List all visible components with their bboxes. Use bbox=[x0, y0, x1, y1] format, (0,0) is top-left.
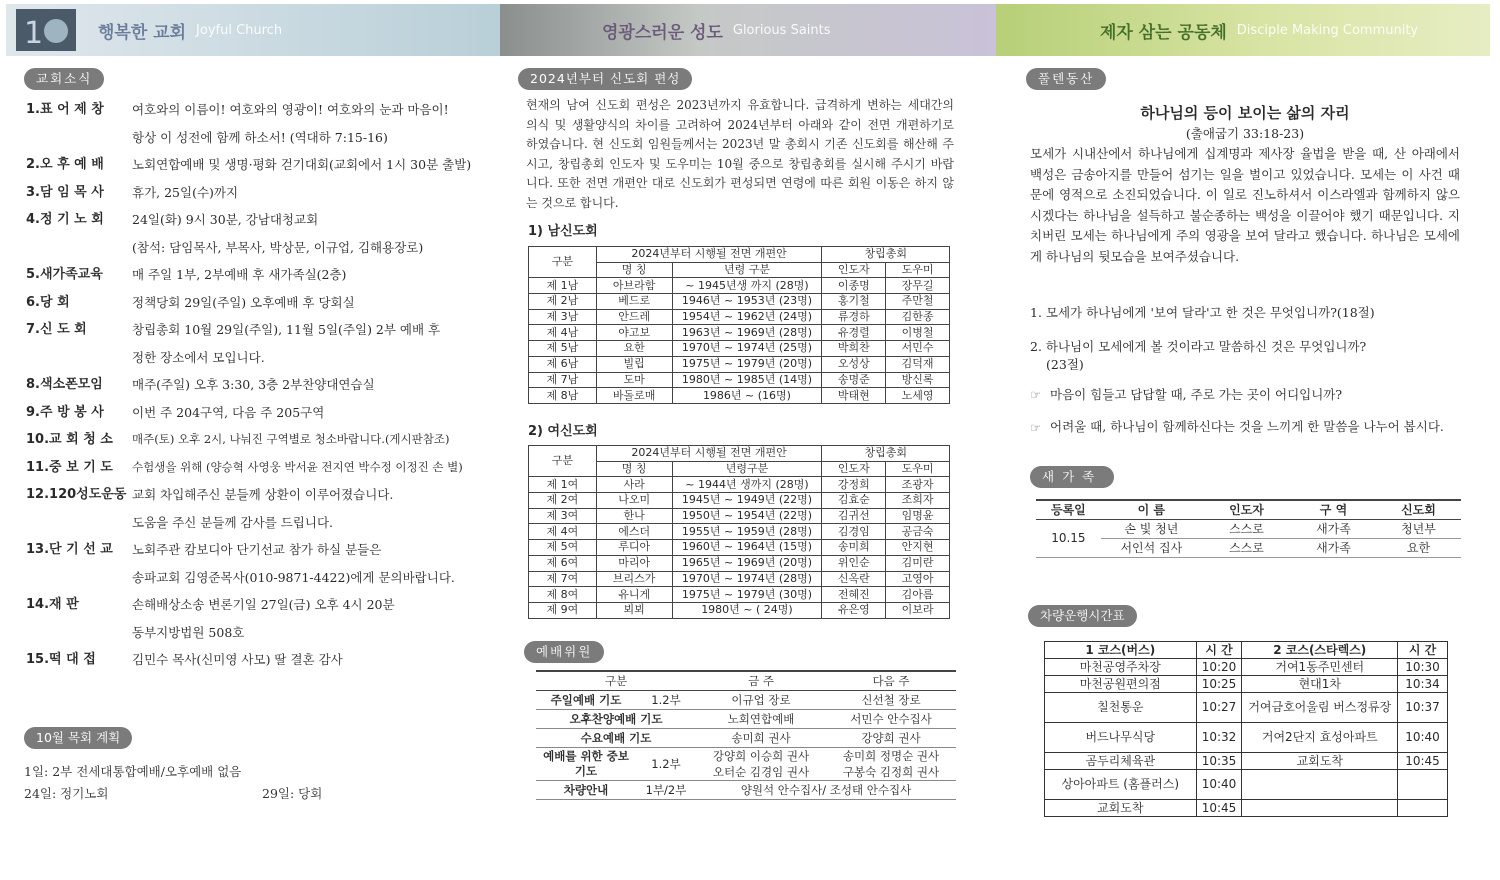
group-age-range: 1975년 ~ 1979년 (30명) bbox=[672, 587, 822, 603]
group-id: 제 4여 bbox=[529, 524, 597, 540]
group-helper: 방신록 bbox=[886, 372, 950, 388]
bus-time-1: 10:20 bbox=[1196, 659, 1242, 676]
news-item-label: 12.120성도운동 bbox=[26, 487, 127, 502]
group-name: 안드레 bbox=[596, 309, 672, 325]
group-id: 제 6남 bbox=[529, 356, 597, 372]
news-item bbox=[26, 371, 481, 399]
news-item bbox=[26, 426, 481, 454]
group-leader: 강정희 bbox=[822, 477, 886, 493]
family-name: 서인석 집사 bbox=[1101, 538, 1202, 557]
group-leader: 김귀선 bbox=[822, 508, 886, 524]
bus-time-2: 10:45 bbox=[1398, 753, 1448, 770]
group-name: 요한 bbox=[596, 341, 672, 357]
october-line-2a: 24일: 정기노회 bbox=[24, 786, 109, 801]
group-id: 제 8남 bbox=[529, 388, 597, 404]
worship-row-label: 오후찬양예배 기도 bbox=[536, 709, 696, 728]
banner-joyful bbox=[6, 4, 500, 56]
reorg-paragraph: 현재의 남여 신도회 편성은 2023년까지 유효합니다. 급격하게 변하는 세대간의 의식 및 생활양식의 차이를 고려하여 2024년부터 아래와 같이 전면 개편하기로 하였습니다. 현 신도회 임원들께서는 2023년 말 총회시 기존 신도회를 해산해 주시고, 창립총회 인도자 및 도우미는 10월 중으로 창립총회를 실시해 주시기 바랍니다. 또한 전면 개편안 대로 신도회가 편성되면 연령에 따른 회원 이동은 하지 않는 것으로 합니다. bbox=[526, 98, 954, 210]
th-leader: 인도자 bbox=[822, 461, 886, 477]
bus-time-2: 10:40 bbox=[1398, 723, 1448, 753]
news-item-label: 1.표 어 제 창 bbox=[26, 102, 104, 117]
group-id: 제 2남 bbox=[529, 294, 597, 310]
pointer-icon: ☞ bbox=[1030, 387, 1042, 402]
section-pill-worship: 예배위원 bbox=[524, 641, 604, 663]
family-table bbox=[1036, 499, 1461, 558]
church-logo-icon bbox=[16, 9, 76, 51]
group-id: 제 5여 bbox=[529, 540, 597, 556]
news-item-label: 7.신 도 회 bbox=[26, 322, 87, 337]
news-item-text: 24일(화) 9시 30분, 강남대청교회 bbox=[132, 212, 319, 227]
news-item-continuation: 동부지방법원 508호 bbox=[132, 624, 245, 640]
group-leader: 박희찬 bbox=[822, 341, 886, 357]
news-item-text: 수험생을 위해 (양승혁 사영웅 박서윤 전지연 박수정 이정진 손 별) bbox=[132, 459, 463, 474]
news-item-text: 노회연합예배 및 생명·평화 걷기대회(교회에서 1시 30분 출발) bbox=[132, 157, 472, 172]
news-item-text: 교회 차입해주신 분들께 상환이 이루어졌습니다. bbox=[132, 487, 394, 502]
group-name: 아브라함 bbox=[596, 278, 672, 294]
section-pill-bus: 차량운행시간표 bbox=[1028, 605, 1137, 627]
group-age-range: 1945년 ~ 1949년 (22명) bbox=[672, 493, 822, 509]
news-item-text: 매주(토) 오후 2시, 나눠진 구역별로 청소바랍니다.(게시판참조) bbox=[132, 432, 450, 446]
group-age-range: 1954년 ~ 1962년 (24명) bbox=[672, 309, 822, 325]
bus-hdr-time1: 시 간 bbox=[1196, 642, 1242, 659]
group-row bbox=[529, 508, 950, 524]
group-helper: 조희자 bbox=[886, 493, 950, 509]
th-gubun: 구분 bbox=[529, 446, 597, 477]
group-helper: 김아름 bbox=[886, 587, 950, 603]
news-item-text: 노회주관 캄보디아 단기선교 참가 하실 분들은 bbox=[132, 542, 382, 557]
family-date: 10.15 bbox=[1036, 519, 1101, 557]
news-item-text: 김민수 목사(신미영 사모) 딸 결혼 감사 bbox=[132, 652, 343, 667]
group-age-range: 1975년 ~ 1979년 (20명) bbox=[672, 356, 822, 372]
group-row bbox=[529, 540, 950, 556]
qt-title: 하나님의 등이 보이는 삶의 자리 bbox=[1140, 104, 1350, 122]
group-id: 제 1남 bbox=[529, 278, 597, 294]
banner-subtitle: Disciple Making Community bbox=[1236, 22, 1419, 38]
worship-row-label: 주일예배 기도 bbox=[536, 690, 636, 709]
news-item-text: 정책당회 29일(주일) 오후예배 후 당회실 bbox=[132, 294, 355, 310]
family-group: 요한 bbox=[1376, 538, 1461, 557]
group-id: 제 7여 bbox=[529, 571, 597, 587]
bus-time-1: 10:27 bbox=[1196, 693, 1242, 723]
vehicle-guide-text: 양원석 안수집사/ 조성태 안수집사 bbox=[696, 780, 956, 799]
group-id: 제 8여 bbox=[529, 587, 597, 603]
group-helper: 주만철 bbox=[886, 294, 950, 310]
group-age-range: 1970년 ~ 1974년 (28명) bbox=[672, 571, 822, 587]
bus-time-1: 10:35 bbox=[1196, 753, 1242, 770]
family-hdr-date: 등록일 bbox=[1036, 500, 1101, 519]
group-helper: 이보라 bbox=[886, 602, 950, 618]
bus-row bbox=[1045, 753, 1448, 770]
group-leader: 송명준 bbox=[822, 372, 886, 388]
group-age-range: 1965년 ~ 1969년 (20명) bbox=[672, 555, 822, 571]
svg-text:1: 1 bbox=[24, 16, 44, 51]
women-table bbox=[528, 445, 950, 619]
bus-stop-2: 교회도착 bbox=[1242, 753, 1398, 770]
th-plan: 2024년부터 시행될 전면 개편안 bbox=[596, 446, 822, 462]
bus-stop-1: 버드나무식당 bbox=[1045, 723, 1197, 753]
news-item bbox=[26, 316, 481, 344]
worship-row-next: 강양희 권사 bbox=[826, 728, 956, 747]
intercession-label: 예배를 위한 중보기도 bbox=[536, 747, 636, 780]
news-item-label: 9.주 방 봉 사 bbox=[26, 404, 104, 420]
group-id: 제 5남 bbox=[529, 341, 597, 357]
news-item-text: 이번 주 204구역, 다음 주 205구역 bbox=[132, 404, 325, 420]
news-item-text: 휴가, 25일(수)까지 bbox=[132, 184, 239, 200]
group-helper: 안지현 bbox=[886, 540, 950, 556]
family-district: 새가족 bbox=[1291, 519, 1376, 538]
bus-hdr-course1: 1 코스(버스) bbox=[1045, 642, 1197, 659]
group-row bbox=[529, 477, 950, 493]
news-item-continuation: 도움을 주신 분들께 감사를 드립니다. bbox=[132, 514, 333, 530]
news-list bbox=[26, 96, 481, 674]
bus-stop-2: 거여금호어울림 버스정류장 bbox=[1242, 693, 1398, 723]
group-age-range: 1980년 ~ 1985년 (14명) bbox=[672, 372, 822, 388]
news-item bbox=[26, 179, 481, 207]
qt-reflection-2: ☞ 어려울 때, 하나님이 함께하신다는 것을 느끼게 한 말씀을 나누어 봅시다. bbox=[1030, 419, 1444, 435]
group-helper: 이병철 bbox=[886, 325, 950, 341]
news-item-label: 3.담 임 목 사 bbox=[26, 184, 104, 200]
worship-row-this: 이규업 장로 bbox=[696, 690, 826, 709]
news-item-text: 여호와의 이름이! 여호와의 영광이! 여호와의 눈과 마음이! bbox=[132, 102, 449, 117]
group-helper: 노세영 bbox=[886, 388, 950, 404]
qt-question-1: 1. 모세가 하나님에게 '보여 달라'고 한 것은 무엇입니까?(18절) bbox=[1030, 305, 1375, 320]
group-leader: 김경임 bbox=[822, 524, 886, 540]
group-leader: 류경하 bbox=[822, 309, 886, 325]
news-item-continuation: 송파교회 김영준목사(010-9871-4422)에게 문의바랍니다. bbox=[132, 569, 455, 585]
group-age-range: 1980년 ~ ( 24명) bbox=[672, 602, 822, 618]
banner-subtitle: Glorious Saints bbox=[732, 22, 831, 38]
group-age-range: 1963년 ~ 1969년 (28명) bbox=[672, 325, 822, 341]
group-row bbox=[529, 309, 950, 325]
news-item bbox=[26, 261, 481, 289]
group-row bbox=[529, 278, 950, 294]
th-plan: 2024년부터 시행될 전면 개편안 bbox=[596, 247, 822, 263]
pointer-icon: ☞ bbox=[1030, 420, 1042, 435]
bus-stop-1: 상아아파트 (홈플러스) bbox=[1045, 770, 1197, 800]
group-row bbox=[529, 372, 950, 388]
group-name: 베드로 bbox=[596, 294, 672, 310]
men-table bbox=[528, 246, 950, 404]
group-leader: 전혜진 bbox=[822, 587, 886, 603]
group-name: 빌립 bbox=[596, 356, 672, 372]
bus-stop-1: 마천공원편의점 bbox=[1045, 676, 1197, 693]
group-leader: 송미희 bbox=[822, 540, 886, 556]
group-name: 사라 bbox=[596, 477, 672, 493]
group-helper: 김미란 bbox=[886, 555, 950, 571]
group-row bbox=[529, 602, 950, 618]
vehicle-guide-part: 1부/2부 bbox=[636, 780, 696, 799]
th-helper: 도우미 bbox=[886, 262, 950, 278]
news-item-continuation: 항상 이 성전에 함께 하소서! (역대하 7:15-16) bbox=[132, 129, 388, 145]
family-district: 새가족 bbox=[1291, 538, 1376, 557]
news-item-label: 14.재 판 bbox=[26, 597, 79, 612]
group-age-range: 1986년 ~ (16명) bbox=[672, 388, 822, 404]
october-plan bbox=[24, 761, 322, 805]
group-id: 제 2여 bbox=[529, 493, 597, 509]
news-item-label: 8.색소폰모임 bbox=[26, 377, 103, 392]
group-name: 도마 bbox=[596, 372, 672, 388]
group-row bbox=[529, 356, 950, 372]
family-hdr-group: 신도회 bbox=[1376, 500, 1461, 519]
group-row bbox=[529, 341, 950, 357]
bus-schedule-table bbox=[1044, 641, 1448, 817]
bus-time-1: 10:40 bbox=[1196, 770, 1242, 800]
banner-subtitle: Joyful Church bbox=[196, 22, 283, 38]
banner-title: 제자 삼는 공동체 bbox=[1100, 22, 1227, 43]
bus-row bbox=[1045, 693, 1448, 723]
group-age-range: ~ 1945년생 까지 (28명) bbox=[672, 278, 822, 294]
news-item bbox=[26, 481, 481, 509]
group-leader: 이종명 bbox=[822, 278, 886, 294]
news-item bbox=[26, 206, 481, 234]
family-hdr-leader: 인도자 bbox=[1202, 500, 1291, 519]
th-helper: 도우미 bbox=[886, 461, 950, 477]
worship-row-next: 신선철 장로 bbox=[826, 690, 956, 709]
worship-row-label: 수요예배 기도 bbox=[536, 728, 696, 747]
group-name: 브리스가 bbox=[596, 571, 672, 587]
bus-row bbox=[1045, 770, 1448, 800]
group-helper: 서민수 bbox=[886, 341, 950, 357]
group-row bbox=[529, 524, 950, 540]
worship-hdr-gubun: 구분 bbox=[536, 671, 696, 690]
news-item bbox=[26, 289, 481, 317]
bus-time-2: 10:37 bbox=[1398, 693, 1448, 723]
worship-row-this: 송미희 권사 bbox=[696, 728, 826, 747]
news-item-label: 15.떡 대 접 bbox=[26, 652, 96, 667]
news-item-continuation: (참석: 담임목사, 부목사, 박상문, 이규업, 김해용장로) bbox=[132, 239, 424, 255]
group-leader: 박태현 bbox=[822, 388, 886, 404]
group-name: 나오미 bbox=[596, 493, 672, 509]
intercession-this: 강양희 이승희 권사 오터순 김경임 권사 bbox=[696, 747, 826, 780]
news-item-label: 10.교 회 청 소 bbox=[26, 432, 113, 447]
group-helper: 고영아 bbox=[886, 571, 950, 587]
news-item bbox=[26, 591, 481, 619]
group-name: 유니게 bbox=[596, 587, 672, 603]
worship-row-next: 서민수 안수집사 bbox=[826, 709, 956, 728]
group-helper: 장무길 bbox=[886, 278, 950, 294]
bus-row bbox=[1045, 723, 1448, 753]
section-pill-reorg: 2024년부터 신도회 편성 bbox=[518, 68, 692, 90]
women-heading: 2) 여신도회 bbox=[528, 424, 598, 439]
bus-time-1: 10:45 bbox=[1196, 800, 1242, 817]
bus-time-2: 10:30 bbox=[1398, 659, 1448, 676]
group-id: 제 9여 bbox=[529, 602, 597, 618]
news-item bbox=[26, 151, 481, 179]
group-age-range: ~ 1944년 생까지 (28명) bbox=[672, 477, 822, 493]
group-age-range: 1950년 ~ 1954년 (22명) bbox=[672, 508, 822, 524]
bus-stop-1: 마천공영주차장 bbox=[1045, 659, 1197, 676]
bus-stop-2 bbox=[1242, 770, 1398, 800]
bus-time-2: 10:34 bbox=[1398, 676, 1448, 693]
group-id: 제 3남 bbox=[529, 309, 597, 325]
qt-paragraph: 모세가 시내산에서 하나님에게 십계명과 제사장 율법을 받을 때, 산 아래에서 백성은 금송아지를 만들어 섬기는 일을 벌이고 있었습니다. 모세는 이 사건 때문에 영적으로 소진되었습니다. 이 일로 진노하셔서 이스라엘과 함께하지 않으시겠다는 하나님을 설득하고 불순종하는 백성을 이끌어야 했기 때문입니다. 지치버린 모세는 하나님에게 주의 영광을 보여 달라고 했습니다. 하나님은 모세에게 하나님의 뒷모습을 보여주셨습니다. bbox=[1030, 146, 1460, 264]
bus-stop-1: 교회도착 bbox=[1045, 800, 1197, 817]
news-item-label: 5.새가족교육 bbox=[26, 267, 103, 282]
section-pill-october: 10월 목회 계획 bbox=[24, 727, 132, 749]
th-founding: 창립총회 bbox=[822, 247, 950, 263]
news-item bbox=[26, 646, 481, 674]
family-hdr-district: 구 역 bbox=[1291, 500, 1376, 519]
group-leader: 유경렬 bbox=[822, 325, 886, 341]
group-leader: 신옥란 bbox=[822, 571, 886, 587]
group-name: 루디아 bbox=[596, 540, 672, 556]
group-row bbox=[529, 587, 950, 603]
bus-stop-2: 거여1동주민센터 bbox=[1242, 659, 1398, 676]
group-leader: 위인순 bbox=[822, 555, 886, 571]
news-item bbox=[26, 536, 481, 564]
group-name: 야고보 bbox=[596, 325, 672, 341]
bus-row bbox=[1045, 800, 1448, 817]
qt-reflection-1: ☞ 마음이 힘들고 답답할 때, 주로 가는 곳이 어디입니까? bbox=[1030, 387, 1343, 402]
section-pill-qt: 풀텐동산 bbox=[1026, 68, 1106, 90]
group-name: 마리아 bbox=[596, 555, 672, 571]
bus-stop-2: 거여2단지 효성아파트 bbox=[1242, 723, 1398, 753]
th-age: 년령 구분 bbox=[672, 262, 822, 278]
group-helper: 김덕재 bbox=[886, 356, 950, 372]
group-leader: 오성상 bbox=[822, 356, 886, 372]
news-item-continuation: 정한 장소에서 모입니다. bbox=[132, 349, 265, 365]
news-item-label: 4.정 기 노 회 bbox=[26, 212, 104, 227]
section-pill-family: 새가족 bbox=[1030, 466, 1114, 488]
bus-row bbox=[1045, 659, 1448, 676]
group-row bbox=[529, 294, 950, 310]
group-id: 제 6여 bbox=[529, 555, 597, 571]
bus-stop-1: 곰두리체육관 bbox=[1045, 753, 1197, 770]
group-helper: 조광자 bbox=[886, 477, 950, 493]
news-item-label: 2.오 후 예 배 bbox=[26, 157, 104, 172]
bus-stop-2: 현대1차 bbox=[1242, 676, 1398, 693]
group-age-range: 1955년 ~ 1959년 (28명) bbox=[672, 524, 822, 540]
men-heading: 1) 남신도회 bbox=[528, 224, 598, 239]
worship-hdr-next: 다음 주 bbox=[826, 671, 956, 690]
bus-row bbox=[1045, 676, 1448, 693]
group-id: 제 7남 bbox=[529, 372, 597, 388]
family-hdr-name: 이 름 bbox=[1101, 500, 1202, 519]
th-name: 명 칭 bbox=[596, 461, 672, 477]
bus-time-1: 10:32 bbox=[1196, 723, 1242, 753]
bus-stop-1: 칠천통운 bbox=[1045, 693, 1197, 723]
bus-time-1: 10:25 bbox=[1196, 676, 1242, 693]
group-helper: 공금숙 bbox=[886, 524, 950, 540]
bus-hdr-time2: 시 간 bbox=[1398, 642, 1448, 659]
th-leader: 인도자 bbox=[822, 262, 886, 278]
intercession-next: 송미희 정명순 권사 구봉숙 김정희 권사 bbox=[826, 747, 956, 780]
group-row bbox=[529, 388, 950, 404]
th-age: 년령구분 bbox=[672, 461, 822, 477]
bus-time-2 bbox=[1398, 800, 1448, 817]
qt-reference: (출애굽기 33:18-23) bbox=[1185, 126, 1305, 141]
news-item-label: 13.단 기 선 교 bbox=[26, 542, 113, 557]
group-helper: 임명윤 bbox=[886, 508, 950, 524]
news-item-label: 6.당 회 bbox=[26, 294, 70, 310]
group-row bbox=[529, 493, 950, 509]
group-name: 뵈뵈 bbox=[596, 602, 672, 618]
news-item bbox=[26, 399, 481, 427]
news-item-text: 매 주일 1부, 2부예배 후 새가족실(2층) bbox=[132, 267, 347, 282]
group-id: 제 3여 bbox=[529, 508, 597, 524]
group-leader: 유은영 bbox=[822, 602, 886, 618]
group-name: 바돌로매 bbox=[596, 388, 672, 404]
bus-time-2 bbox=[1398, 770, 1448, 800]
worship-hdr-this: 금 주 bbox=[696, 671, 826, 690]
group-row bbox=[529, 555, 950, 571]
october-line-2b: 29일: 당회 bbox=[262, 786, 323, 801]
section-pill-news: 교회소식 bbox=[24, 68, 104, 90]
group-name: 에스더 bbox=[596, 524, 672, 540]
group-id: 제 1여 bbox=[529, 477, 597, 493]
group-name: 한나 bbox=[596, 508, 672, 524]
news-item-text: 매주(주일) 오후 3:30, 3층 2부찬양대연습실 bbox=[132, 377, 375, 392]
news-item-text: 손해배상소송 변론기일 27일(금) 오후 4시 20분 bbox=[132, 597, 395, 612]
news-item-label: 11.중 보 기 도 bbox=[26, 459, 113, 475]
group-id: 제 4남 bbox=[529, 325, 597, 341]
news-item bbox=[26, 454, 481, 482]
banner-title: 영광스러운 성도 bbox=[602, 22, 723, 43]
group-row bbox=[529, 325, 950, 341]
family-name: 손 빛 청년 bbox=[1101, 519, 1202, 538]
group-age-range: 1946년 ~ 1953년 (23명) bbox=[672, 294, 822, 310]
group-leader: 김효순 bbox=[822, 493, 886, 509]
october-line-1: 1일: 2부 전세대통합예배/오후예배 없음 bbox=[24, 764, 242, 779]
group-row bbox=[529, 571, 950, 587]
th-gubun: 구분 bbox=[529, 247, 597, 278]
group-leader: 홍기철 bbox=[822, 294, 886, 310]
family-leader: 스스로 bbox=[1202, 538, 1291, 557]
bus-hdr-course2: 2 코스(스타렉스) bbox=[1242, 642, 1398, 659]
worship-row-part: 1.2부 bbox=[636, 690, 696, 709]
qt-question-2: 2. 하나님이 모세에게 볼 것이라고 말씀하신 것은 무엇입니까? (23절) bbox=[1030, 339, 1367, 372]
banner-glorious bbox=[500, 4, 996, 56]
worship-table bbox=[536, 670, 956, 800]
intercession-part: 1.2부 bbox=[636, 747, 696, 780]
bus-stop-2 bbox=[1242, 800, 1398, 817]
group-age-range: 1970년 ~ 1974년 (25명) bbox=[672, 341, 822, 357]
group-helper: 김한종 bbox=[886, 309, 950, 325]
th-founding: 창립총회 bbox=[822, 446, 950, 462]
family-group: 청년부 bbox=[1376, 519, 1461, 538]
vehicle-guide-label: 차량안내 bbox=[536, 780, 636, 799]
worship-row-this: 노회연합예배 bbox=[696, 709, 826, 728]
banner-disciple bbox=[996, 4, 1490, 56]
th-name: 명 칭 bbox=[596, 262, 672, 278]
banner-title: 행복한 교회 bbox=[98, 22, 187, 43]
group-age-range: 1960년 ~ 1964년 (15명) bbox=[672, 540, 822, 556]
news-item bbox=[26, 96, 481, 124]
news-item-text: 창립총회 10월 29일(주일), 11월 5일(주일) 2부 예배 후 bbox=[132, 322, 441, 337]
family-leader: 스스로 bbox=[1202, 519, 1291, 538]
